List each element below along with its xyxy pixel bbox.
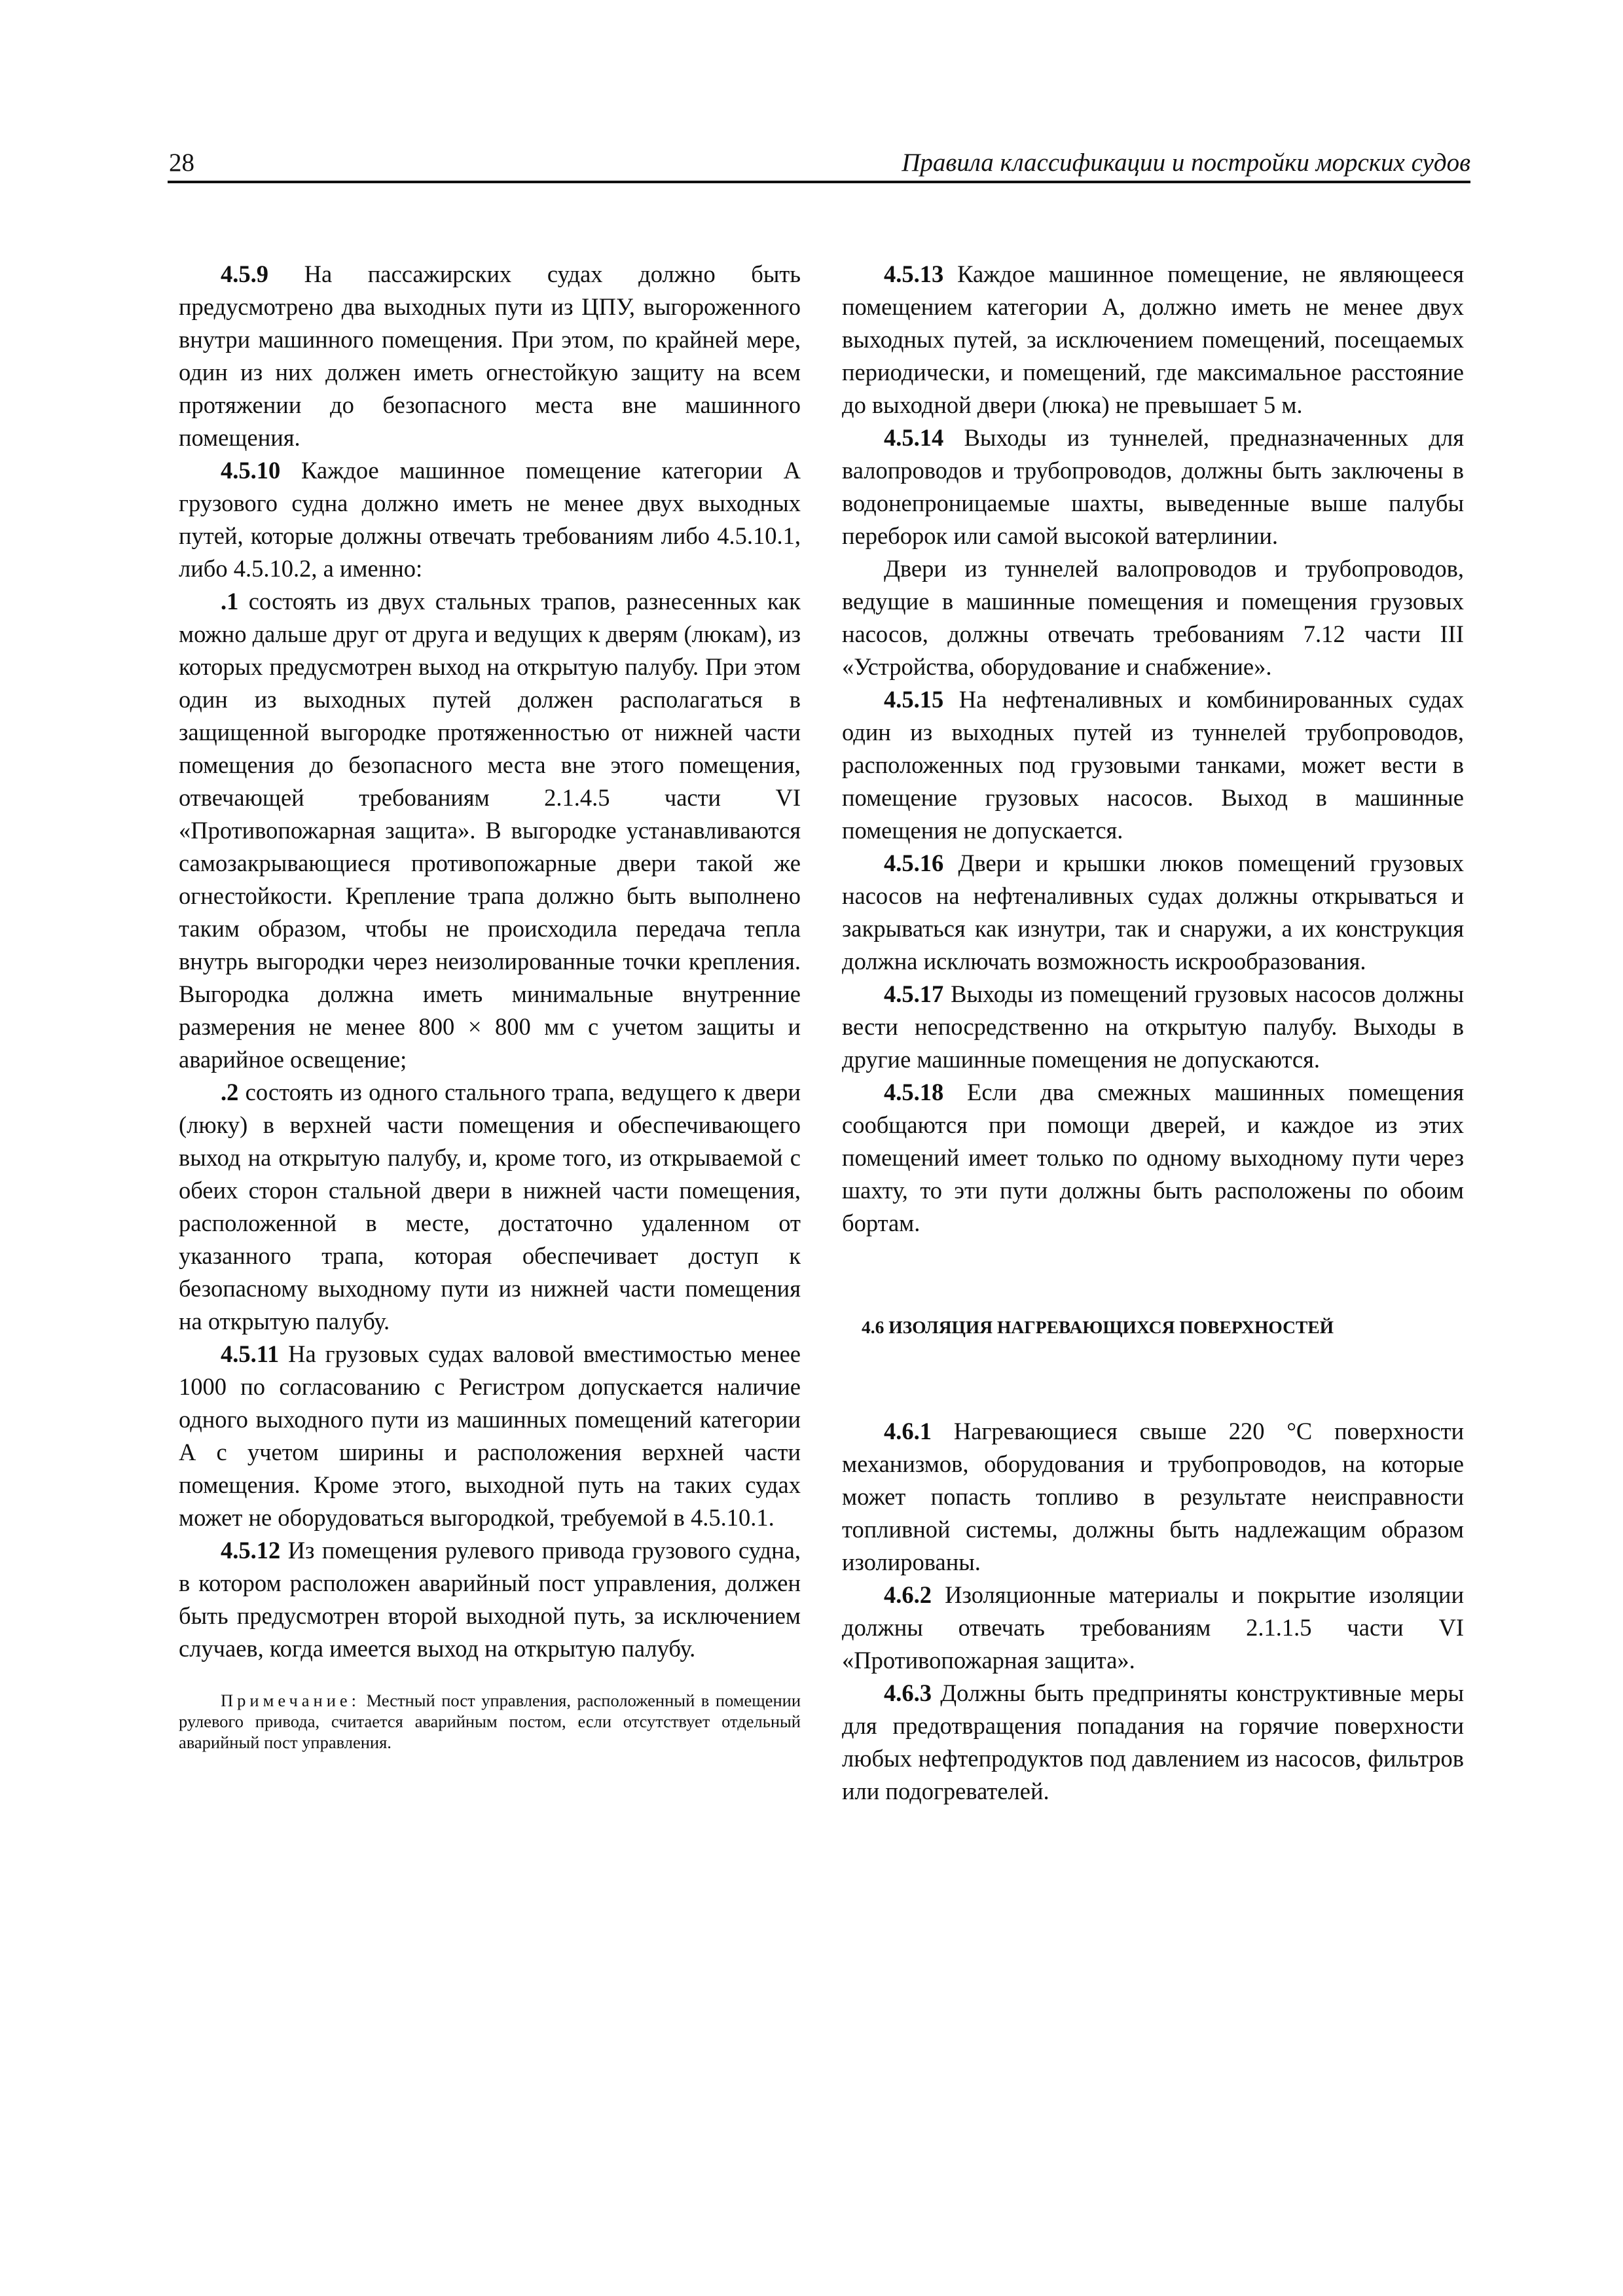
- clause-text: Двери и крышки люков помещений грузовых насосов на нефтеналивных судах должны открываться и закрываться как изнутри, так и снаружи, а их конструкция должна исключать возможность искрообразования.: [842, 850, 1464, 975]
- note-label: Примечание:: [221, 1691, 361, 1710]
- clause-number: 4.5.9: [221, 260, 268, 287]
- paragraph-4-5-11: [179, 1338, 801, 1534]
- section-heading: 4.6 ИЗОЛЯЦИЯ НАГРЕВАЮЩИХСЯ ПОВЕРХНОСТЕЙ: [862, 1317, 1334, 1337]
- clause-text: Изоляционные материалы и покрытие изоляции должны отвечать требованиям 2.1.1.5 части VI «Противопожарная защита».: [842, 1581, 1464, 1674]
- paragraph-4-5-12: [179, 1534, 801, 1665]
- paragraph-4-6-2: [842, 1579, 1464, 1677]
- paragraph-4-5-13: [842, 258, 1464, 422]
- paragraph-4-6-3: [842, 1677, 1464, 1808]
- clause-text: Выходы из туннелей, предназначенных для валопроводов и трубопроводов, должны быть заключены в водонепроницаемые шахты, выведенные выше палубы переборок или самой высокой ватерлинии.: [842, 424, 1464, 549]
- list-item-1: [179, 585, 801, 1076]
- item-number: .1: [221, 588, 239, 615]
- clause-number: 4.5.17: [884, 980, 944, 1007]
- paragraph-4-5-14: [842, 422, 1464, 552]
- clause-number: 4.6.2: [884, 1581, 932, 1608]
- clause-text: На грузовых судах валовой вместимостью менее 1000 по согласованию с Регистром допускается наличие одного выходного пути из машинных помещений категории А с учетом ширины и расположения верхней части помещения. Кроме этого, выходной путь на таких судах может не оборудоваться выгородкой, требуемой в 4.5.10.1.: [179, 1340, 801, 1531]
- paragraph-4-5-9: [179, 258, 801, 454]
- clause-number: 4.6.3: [884, 1679, 932, 1706]
- paragraph-4-5-15: [842, 683, 1464, 847]
- right-column: [842, 258, 1464, 1808]
- clause-number: 4.5.15: [884, 686, 944, 713]
- clause-number: 4.5.18: [884, 1079, 944, 1105]
- left-column: [179, 258, 801, 1753]
- list-item-2: [179, 1076, 801, 1338]
- clause-text: Выходы из помещений грузовых насосов должны вести непосредственно на открытую палубу. Выходы в другие машинные помещения не допускаются.: [842, 980, 1464, 1073]
- paragraph-4-5-10: [179, 454, 801, 585]
- clause-text: Каждое машинное помещение категории А грузового судна должно иметь не менее двух выходных путей, которые должны отвечать требованиям либо 4.5.10.1, либо 4.5.10.2, а именно:: [179, 457, 801, 582]
- item-text: состоять из одного стального трапа, ведущего к двери (люку) в верхней части помещения и обеспечивающего выход на открытую палубу, и, кроме того, из открываемой с обеих сторон стальной двери в нижней части помещения, расположенной в месте, достаточно удаленном от указанного трапа, которая обеспечивает доступ к безопасному выходному пути из нижней части помещения на открытую палубу.: [179, 1079, 801, 1335]
- note: [179, 1690, 801, 1753]
- clause-number: 4.6.1: [884, 1418, 932, 1444]
- paragraph-4-5-14-doors: Двери из туннелей валопроводов и трубопроводов, ведущие в машинные помещения и помещения грузовых насосов, должны отвечать требованиям 7.12 части III «Устройства, оборудование и снабжение».: [842, 555, 1464, 680]
- item-number: .2: [221, 1079, 239, 1105]
- clause-text: На нефтеналивных и комбинированных судах один из выходных путей из туннелей трубопроводов, расположенных под грузовыми танками, может вести в помещение грузовых насосов. Выход в машинные помещения не допускается.: [842, 686, 1464, 844]
- clause-number: 4.5.13: [884, 260, 944, 287]
- paragraph-4-5-16: [842, 847, 1464, 978]
- clause-text: Из помещения рулевого привода грузового судна, в котором расположен аварийный пост управления, должен быть предусмотрен второй выходной путь, за исключением случаев, когда имеется выход на открытую палубу.: [179, 1537, 801, 1662]
- item-text: состоять из двух стальных трапов, разнесенных как можно дальше друг от друга и ведущих к дверям (люкам), из которых предусмотрен выход на открытую палубу. При этом один из выходных путей должен располагаться в защищенной выгородке протяженностью от нижней части помещения до безопасного места вне этого помещения, отвечающей требованиям 2.1.4.5 части VI «Противопожарная защита». В выгородке устанавливаются самозакрывающиеся противопожарные двери такой же огнестойкости. Крепление трапа должно быть выполнено таким образом, чтобы не происходила передача тепла внутрь выгородки через неизолированные точки крепления. Выгородка должна иметь минимальные внутренние размерения не менее 800 × 800 мм с учетом защиты и аварийное освещение;: [179, 588, 801, 1073]
- page-header: [168, 145, 1470, 183]
- clause-text: Нагревающиеся свыше 220 °С поверхности механизмов, оборудования и трубопроводов, на которые может попасть топливо в результате неисправности топливной системы, должны быть надлежащим образом изолированы.: [842, 1418, 1464, 1575]
- page-number: 28: [169, 149, 194, 177]
- clause-number: 4.5.12: [221, 1537, 281, 1564]
- clause-number: 4.5.11: [221, 1340, 280, 1367]
- paragraph-4-5-17: [842, 978, 1464, 1076]
- clause-text: Должны быть предприняты конструктивные меры для предотвращения попадания на горячие поверхности любых нефтепродуктов под давлением из насосов, фильтров или подогревателей.: [842, 1679, 1464, 1804]
- running-title: Правила классификации и постройки морских судов: [902, 149, 1470, 177]
- clause-text: Каждое машинное помещение, не являющееся помещением категории А, должно иметь не менее двух выходных путей, за исключением помещений, посещаемых периодически, и помещений, где максимальное расстояние до выходной двери (люка) не превышает 5 м.: [842, 260, 1464, 418]
- clause-number: 4.5.10: [221, 457, 281, 484]
- paragraph-4-5-18: [842, 1076, 1464, 1240]
- clause-text: На пассажирских судах должно быть предусмотрено два выходных пути из ЦПУ, выгороженного внутри машинного помещения. При этом, по крайней мере, один из них должен иметь огнестойкую защиту на всем протяжении до безопасного места вне машинного помещения.: [179, 260, 801, 451]
- note-text: Местный пост управления, расположенный в помещении рулевого привода, считается аварийным постом, если отсутствует отдельный аварийный пост управления.: [179, 1691, 801, 1752]
- clause-text: Если два смежных машинных помещения сообщаются при помощи дверей, и каждое из этих помещений имеет только по одному выходному пути через шахту, то эти пути должны быть расположены по обоим бортам.: [842, 1079, 1464, 1236]
- clause-number: 4.5.16: [884, 850, 944, 876]
- clause-number: 4.5.14: [884, 424, 944, 451]
- paragraph-4-6-1: [842, 1415, 1464, 1579]
